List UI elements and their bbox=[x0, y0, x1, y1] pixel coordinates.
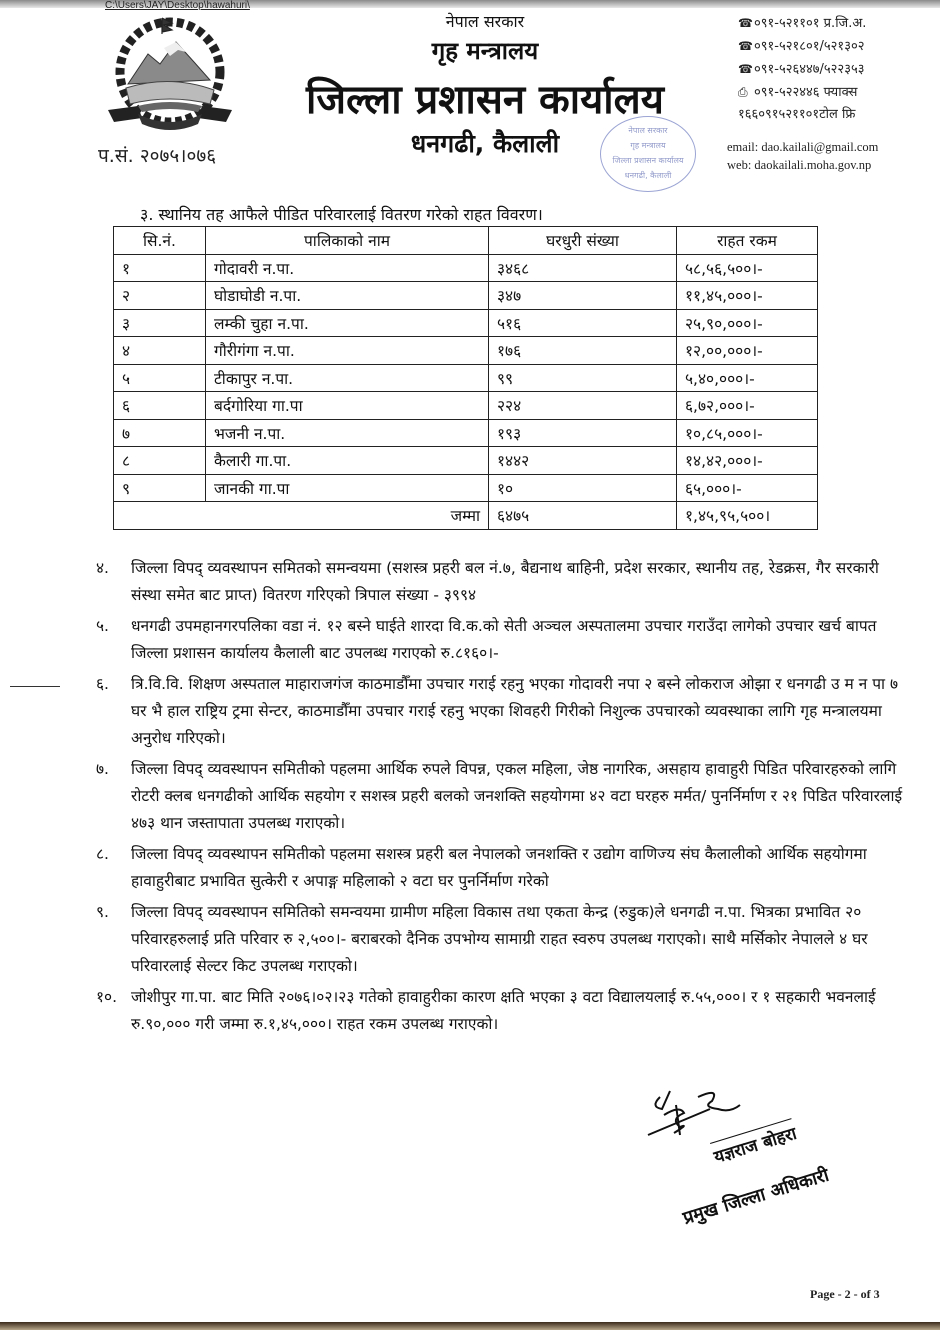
cell-amount: ६,७२,०००।- bbox=[677, 392, 818, 420]
email-link[interactable]: email: dao.kailali@gmail.com bbox=[727, 140, 879, 154]
relief-table bbox=[113, 226, 818, 530]
cell-households: १७६ bbox=[489, 337, 677, 365]
toll-free-number: १६६०९१५२११०१टोल फ्रि bbox=[738, 107, 856, 122]
col-header-amount: राहत रकम bbox=[677, 227, 818, 255]
contact-block bbox=[738, 12, 866, 126]
paragraph-number: ७. bbox=[96, 760, 109, 778]
file-path: C:\Users\JAY\Desktop\hawahuri\ bbox=[105, 0, 250, 11]
paragraph-text: धनगढी उपमहानगरपलिका वडा नं. १२ बस्ने घाईते शारदा वि.क.को सेती अञ्चल अस्पतालमा उपचार गराउँदा लागेको उपचार खर्च बापत जिल्ला प्रशासन कार्यालय कैलाली बाट उपलब्ध गराएको रु.८१६०।- bbox=[131, 617, 877, 662]
cell-amount: १२,००,०००।- bbox=[677, 337, 818, 365]
reference-number: प.सं. २०७५।०७६ bbox=[98, 145, 217, 167]
paragraph-text: जिल्ला विपद् व्यवस्थापन समितको समन्वयमा (सशस्त्र प्रहरी बल नं.७, बैद्यनाथ बाहिनी, प्रदेश सरकार, स्थानीय तह, रेडक्रस, गैर सरकारी संस्था समेत बाट प्राप्त) वितरण गरिएको त्रिपाल संख्या - ३९९४ bbox=[131, 559, 879, 604]
cell-sn: ३ bbox=[114, 309, 206, 337]
cell-amount: ५,४०,०००।- bbox=[677, 364, 818, 392]
office-location: धनगढी, कैलाली bbox=[410, 129, 560, 158]
cell-municipality: घोडाघोडी न.पा. bbox=[206, 282, 489, 310]
cell-sn: ५ bbox=[114, 364, 206, 392]
cell-amount: १४,४२,०००।- bbox=[677, 447, 818, 475]
fax-icon: ⎙ bbox=[738, 85, 748, 99]
paragraph-10 bbox=[96, 984, 906, 1038]
cell-households: १० bbox=[489, 474, 677, 502]
gov-name: नेपाल सरकार bbox=[445, 12, 525, 31]
signatory-title: प्रमुख जिल्ला अधिकारी bbox=[680, 1164, 832, 1229]
table-row bbox=[114, 447, 818, 475]
phone-number: ०९१-५२१८०१/५२१३०२ bbox=[754, 39, 865, 54]
fax-number: ०९१-५२२४४६ फ्याक्स bbox=[754, 85, 858, 100]
table-row bbox=[114, 337, 818, 365]
contact-row bbox=[738, 12, 866, 35]
table-row bbox=[114, 309, 818, 337]
cell-municipality: गौरीगंगा न.पा. bbox=[206, 337, 489, 365]
cell-sn: ६ bbox=[114, 392, 206, 420]
paragraph-number: १०. bbox=[96, 988, 118, 1006]
contact-row bbox=[738, 35, 866, 58]
paragraph-text: त्रि.वि.वि. शिक्षण अस्पताल माहाराजगंज काठमाडौँमा उपचार गराई रहनु भएका गोदावरी नपा २ बस्ने लोकराज ओझा र धनगढी उ म न पा ७ घर भै हाल राष्ट्रिय ट्रमा सेन्टर, काठमाडौँमा उपचार गराई रहनु भएका शिवहरी गिरीको निशुल्क उपचारको व्यवस्थाका लागि गृह मन्त्रालयमा अनुरोध गरिएको। bbox=[131, 675, 899, 747]
cell-municipality: बर्दगोरिया गा.पा bbox=[206, 392, 489, 420]
cell-sn: ९ bbox=[114, 474, 206, 502]
nepal-emblem-icon bbox=[98, 14, 242, 134]
cell-amount: ६५,०००।- bbox=[677, 474, 818, 502]
cell-amount: १०,८५,०००।- bbox=[677, 419, 818, 447]
paragraph-number: ६. bbox=[96, 675, 109, 693]
paragraph-9 bbox=[96, 899, 906, 980]
cell-amount: २५,९०,०००।- bbox=[677, 309, 818, 337]
cell-municipality: भजनी न.पा. bbox=[206, 419, 489, 447]
contact-row bbox=[738, 58, 866, 81]
contact-row bbox=[738, 104, 866, 126]
paragraph-text: जिल्ला विपद् व्यवस्थापन समितीको पहलमा आर्थिक रुपले विपन्न, एकल महिला, जेष्ठ नागरिक, असहाय हावाहुरी पिडित परिवारहरुको लागि रोटरी क्लब धनगढीको आर्थिक सहयोग र सशस्त्र प्रहरी बलको जनशक्ति सहयोगमा ४२ वटा घरहरु मर्मत/ पुनर्निर्माण र २१ पिडित परिवारलाई ४७३ थान जस्तापाता उपलब्ध गराएको। bbox=[131, 760, 903, 832]
cell-municipality: टीकापुर न.पा. bbox=[206, 364, 489, 392]
col-header-households: घरधुरी संख्या bbox=[489, 227, 677, 255]
paragraph-8 bbox=[96, 841, 906, 895]
table-row bbox=[114, 254, 818, 282]
stamp-text-block bbox=[601, 123, 695, 183]
phone-number: ०९१-५२६४४७/५२२३५३ bbox=[754, 62, 865, 77]
web-contact bbox=[727, 138, 878, 174]
col-header-sn: सि.नं. bbox=[114, 227, 206, 255]
paragraph-number: ९. bbox=[96, 903, 109, 921]
cell-households: २२४ bbox=[489, 392, 677, 420]
office-name: जिल्ला प्रशासन कार्यालय bbox=[306, 77, 664, 123]
phone-number: ०९१-५२११०१ प्र.जि.अ. bbox=[754, 16, 867, 31]
table-row bbox=[114, 474, 818, 502]
total-amount: १,४५,९५,५००। bbox=[677, 502, 818, 530]
cell-sn: ७ bbox=[114, 419, 206, 447]
contact-row bbox=[738, 81, 866, 104]
signature-block bbox=[620, 1075, 920, 1265]
paragraph-5 bbox=[96, 613, 906, 667]
phone-icon: ☎ bbox=[738, 16, 753, 30]
table-row bbox=[114, 392, 818, 420]
cell-amount: ५८,५६,५००।- bbox=[677, 254, 818, 282]
website-link[interactable]: web: daokailali.moha.gov.np bbox=[727, 158, 872, 172]
stamp-line: गृह मन्त्रालय bbox=[630, 141, 666, 150]
cell-municipality: कैलारी गा.पा. bbox=[206, 447, 489, 475]
cell-households: ५१६ bbox=[489, 309, 677, 337]
cell-sn: २ bbox=[114, 282, 206, 310]
paragraph-text: जिल्ला विपद् व्यवस्थापन समितिको समन्वयमा ग्रामीण महिला विकास तथा एकता केन्द्र (रुडुक)ले धनगढी न.पा. भित्रका प्रभावित २० परिवारहरुलाई प्रति परिवार रु २,५००।- बराबरको दैनिक उपभोग्य सामाग्री राहत स्वरुप उपलब्ध गराएको। साथै मर्सिकोर नेपालले ४ घर परिवारलाई सेल्टर किट उपलब्ध गराएको। bbox=[131, 903, 868, 975]
cell-households: ३४६८ bbox=[489, 254, 677, 282]
stamp-line: नेपाल सरकार bbox=[628, 126, 668, 135]
phone-icon: ☎ bbox=[738, 39, 753, 53]
ministry-name: गृह मन्त्रालय bbox=[431, 37, 539, 65]
table-row bbox=[114, 364, 818, 392]
paragraph-7 bbox=[96, 756, 906, 837]
paragraph-text: जिल्ला विपद् व्यवस्थापन समितीको पहलमा सशस्त्र प्रहरी बल नेपालको जनशक्ति र उद्योग वाणिज्य संघ कैलालीको आर्थिक सहयोगमा हावाहुरीबाट प्रभावित सुत्केरी र अपाङ्ग महिलाको २ वटा घर पुनर्निर्माण गरेको bbox=[131, 845, 867, 890]
cell-sn: १ bbox=[114, 254, 206, 282]
signatory-name: यज्ञराज बोहरा bbox=[710, 1118, 799, 1168]
paragraph-6 bbox=[96, 671, 906, 752]
stamp-line: धनगढी, कैलाली bbox=[624, 171, 672, 180]
cell-municipality: गोदावरी न.पा. bbox=[206, 254, 489, 282]
cell-households: १९३ bbox=[489, 419, 677, 447]
cell-households: १४४२ bbox=[489, 447, 677, 475]
table-header-row bbox=[114, 227, 818, 255]
page-number: Page - 2 - of 3 bbox=[810, 1287, 880, 1301]
cell-amount: ११,४५,०००।- bbox=[677, 282, 818, 310]
paragraph-number: ४. bbox=[96, 559, 109, 577]
margin-mark bbox=[10, 686, 60, 687]
paragraph-4 bbox=[96, 555, 906, 609]
table-row bbox=[114, 419, 818, 447]
table-total-row bbox=[114, 502, 818, 530]
paragraph-text: जोशीपुर गा.पा. बाट मिति २०७६।०२।२३ गतेको हावाहुरीका कारण क्षति भएका ३ वटा विद्यालयलाई रु.५५,०००। र १ सहकारी भवनलाई रु.९०,००० गरी जम्मा रु.१,४५,०००। राहत रकम उपलब्ध गराएको। bbox=[131, 988, 876, 1033]
cell-sn: ८ bbox=[114, 447, 206, 475]
office-stamp bbox=[600, 116, 696, 192]
table-row bbox=[114, 282, 818, 310]
cell-municipality: जानकी गा.पा bbox=[206, 474, 489, 502]
col-header-municipality: पालिकाको नाम bbox=[206, 227, 489, 255]
paragraph-number: ८. bbox=[96, 845, 109, 863]
cell-municipality: लम्की चुहा न.पा. bbox=[206, 309, 489, 337]
total-label: जम्मा bbox=[114, 502, 489, 530]
scan-bottom-edge bbox=[0, 1322, 940, 1330]
cell-households: ९९ bbox=[489, 364, 677, 392]
total-households: ६४७५ bbox=[489, 502, 677, 530]
phone-icon: ☎ bbox=[738, 62, 753, 76]
cell-sn: ४ bbox=[114, 337, 206, 365]
stamp-line: जिल्ला प्रशासन कार्यालय bbox=[612, 156, 684, 165]
cell-households: ३४७ bbox=[489, 282, 677, 310]
paragraph-number: ५. bbox=[96, 617, 109, 635]
signature-scribble-icon bbox=[640, 1083, 750, 1143]
section-3-title: ३. स्थानिय तह आफैले पीडित परिवारलाई वितरण गरेको राहत विवरण। bbox=[140, 205, 543, 224]
